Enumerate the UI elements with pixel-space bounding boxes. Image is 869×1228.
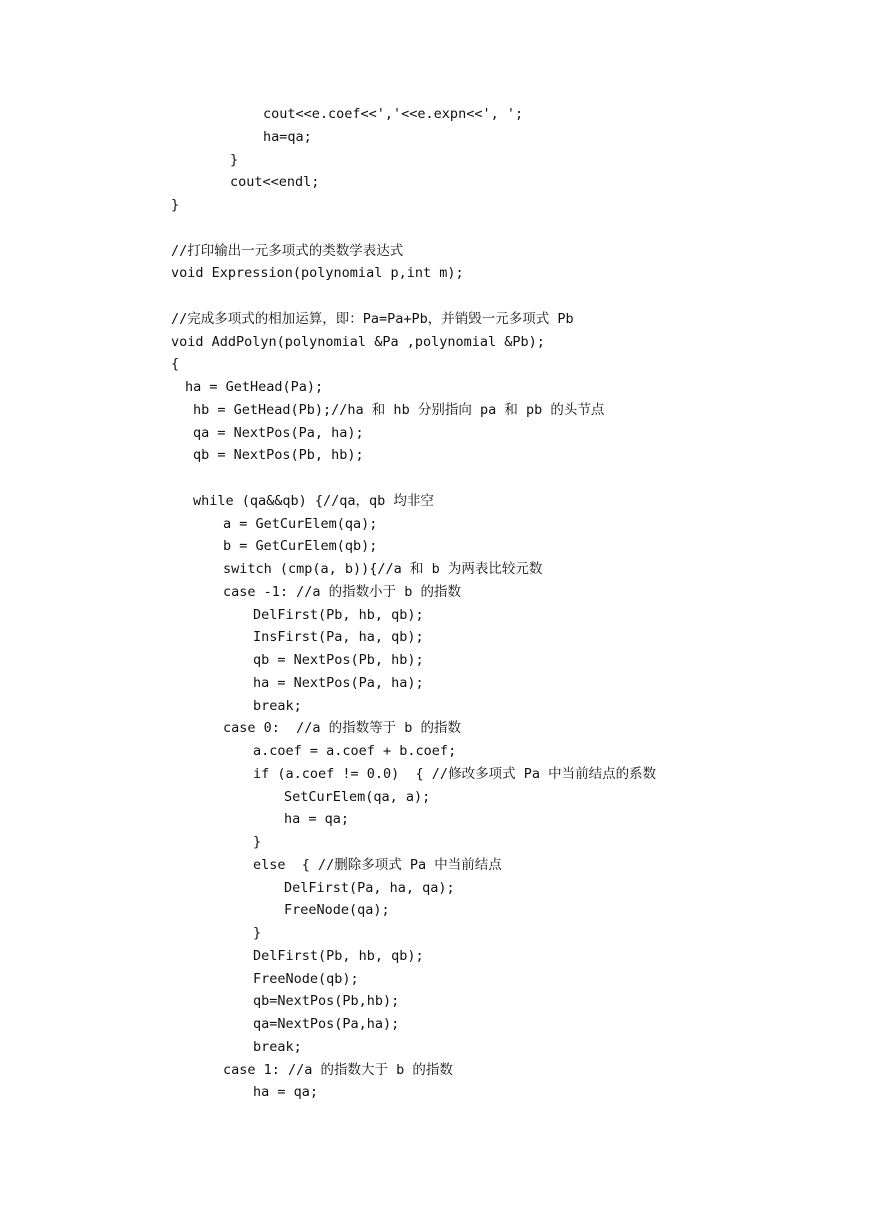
code-line: qb = NextPos(Pb, hb); — [193, 447, 364, 464]
code-line: qa=NextPos(Pa,ha); — [253, 1016, 400, 1032]
code-line: b = GetCurElem(qb); — [223, 538, 378, 555]
code-line: ha = GetHead(Pa); — [185, 379, 324, 395]
code-line: DelFirst(Pb, hb, qb); — [253, 947, 424, 964]
code-line: qa = NextPos(Pa, ha); — [193, 424, 364, 441]
code-line: else { //删除多项式 Pa 中当前结点 — [253, 856, 502, 873]
code-line: } — [230, 151, 239, 168]
code-line: hb = GetHead(Pb);//ha 和 hb 分别指向 pa 和 pb 的头节点 — [193, 401, 605, 418]
code-line: void AddPolyn(polynomial &Pa ,polynomial &Pb); — [171, 333, 545, 350]
code-line: break; — [253, 697, 302, 714]
code-line: } — [253, 925, 262, 941]
code-line: { — [171, 356, 180, 373]
code-line: //打印输出一元多项式的类数学表达式 — [171, 242, 404, 259]
code-line — [0, 467, 869, 490]
code-line: while (qa&&qb) {//qa，qb 均非空 — [193, 492, 434, 509]
code-line: a = GetCurElem(qa); — [223, 515, 378, 532]
code-line: case 1: //a 的指数大于 b 的指数 — [223, 1061, 453, 1078]
code-line: //完成多项式的相加运算，即：Pa=Pa+Pb，并销毁一元多项式 Pb — [171, 310, 574, 327]
code-line: case -1: //a 的指数小于 b 的指数 — [223, 583, 462, 600]
code-line: ha = qa; — [284, 811, 350, 828]
code-line: } — [171, 197, 180, 213]
code-line — [0, 285, 869, 308]
code-line: case 0: //a 的指数等于 b 的指数 — [223, 720, 462, 737]
code-line — [0, 217, 869, 240]
code-line: DelFirst(Pb, hb, qb); — [253, 606, 424, 623]
code-line: qb = NextPos(Pb, hb); — [253, 652, 424, 668]
code-line: void Expression(polynomial p,int m); — [171, 265, 464, 282]
code-line: FreeNode(qb); — [253, 970, 359, 987]
code-line: if (a.coef != 0.0) { //修改多项式 Pa 中当前结点的系数 — [253, 765, 657, 782]
code-line: ha = qa; — [253, 1084, 319, 1101]
code-line: break; — [253, 1038, 302, 1055]
code-line: cout<<e.coef<<','<<e.expn<<', '; — [263, 106, 524, 122]
code-line: DelFirst(Pa, ha, qa); — [284, 879, 455, 896]
code-line: qb=NextPos(Pb,hb); — [253, 993, 400, 1010]
code-line: ha=qa; — [263, 128, 312, 145]
code-line: InsFirst(Pa, ha, qb); — [253, 629, 424, 646]
code-line: SetCurElem(qa, a); — [284, 788, 431, 805]
code-line: ha = NextPos(Pa, ha); — [253, 674, 424, 691]
code-line: } — [253, 834, 262, 850]
code-line: FreeNode(qa); — [284, 902, 390, 919]
code-line: switch (cmp(a, b)){//a 和 b 为两表比较元数 — [223, 561, 543, 577]
code-line: cout<<endl; — [230, 174, 320, 191]
code-listing — [0, 103, 869, 1104]
code-line: a.coef = a.coef + b.coef; — [253, 743, 457, 759]
